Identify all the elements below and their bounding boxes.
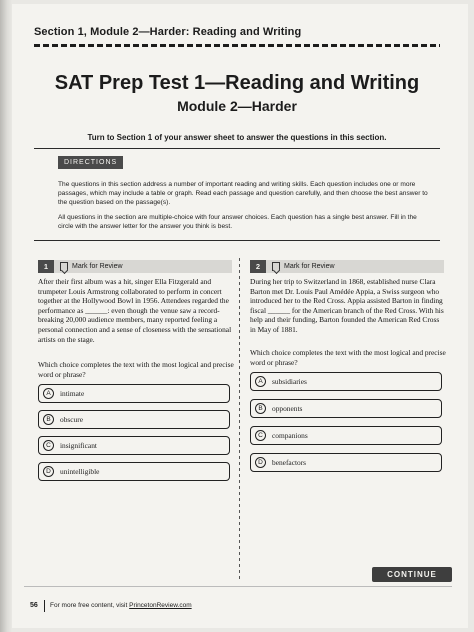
choice-text: insignificant — [60, 441, 97, 450]
choice-letter: B — [43, 414, 54, 425]
choice-text: unintelligible — [60, 467, 100, 476]
question-1-prompt: Which choice completes the text with the most logical and precise word or phrase? — [38, 360, 234, 379]
question-1-header — [38, 260, 232, 273]
footer-label: For more free content, visit — [50, 602, 130, 609]
choice-letter: B — [255, 403, 266, 414]
question-number: 2 — [250, 260, 266, 273]
question-2-choice-c[interactable] — [250, 426, 442, 445]
page-subtitle: Module 2—Harder — [177, 98, 297, 114]
continue-button[interactable]: CONTINUE — [372, 567, 452, 582]
divider-bottom — [34, 240, 440, 241]
footer-text — [50, 602, 192, 609]
bookmark-icon[interactable] — [272, 262, 280, 271]
footer-separator — [44, 600, 45, 612]
choice-text: obscure — [60, 415, 83, 424]
mark-for-review[interactable]: Mark for Review — [72, 263, 123, 270]
mark-for-review[interactable]: Mark for Review — [284, 263, 335, 270]
question-2-choice-d[interactable] — [250, 453, 442, 472]
choice-letter: C — [255, 430, 266, 441]
question-2-passage: During her trip to Switzerland in 1868, established nurse Clara Barton met Dr. Louis Paul Amédée Appia, a Swiss surgeon who introduced her to the Red Cross. Appia assisted Barton in finding fiscal ______ for the American branch of the Red Cross. With his help and their funding, Barton founded the American Red Cross in May of 1881. — [250, 277, 444, 334]
directions-label: DIRECTIONS — [58, 156, 123, 169]
choice-letter: D — [255, 457, 266, 468]
question-1-passage: After their first album was a hit, singer Ella Fitzgerald and trumpeter Louis Armstrong collaborated to perform in concert together at the Hollywood Bowl in 1956. Attendees regarded the performance as ______: even though the venue saw a record-breaking 20,000 audience members, many reported feeling a personal connection and a sense of closeness with the sensational artists on the stage. — [38, 277, 232, 344]
directions-paragraph-2: All questions in the section are multiple-choice with four answer choices. Each question has a single best answer. Fill in the circle with the answer letter for the answer you think is best. — [58, 214, 417, 230]
question-1-choice-d[interactable] — [38, 462, 230, 481]
choice-text: companions — [272, 431, 308, 440]
footer-link[interactable]: PrincetonReview.com — [129, 602, 192, 609]
choice-text: subsidiaries — [272, 377, 307, 386]
question-2-header — [250, 260, 444, 273]
choice-letter: A — [43, 388, 54, 399]
footer-rule — [24, 586, 452, 587]
page-title: SAT Prep Test 1—Reading and Writing — [54, 72, 420, 94]
divider-top — [34, 148, 440, 149]
bookmark-icon[interactable] — [60, 262, 68, 271]
instruction-text: Turn to Section 1 of your answer sheet to answer the questions in this section. — [87, 133, 387, 142]
question-2-choice-a[interactable] — [250, 372, 442, 391]
question-2-prompt: Which choice completes the text with the most logical and precise word or phrase? — [250, 348, 446, 367]
choice-text: benefactors — [272, 458, 307, 467]
column-divider — [239, 258, 240, 580]
dashed-rule — [34, 44, 440, 47]
choice-text: intimate — [60, 389, 85, 398]
question-number: 1 — [38, 260, 54, 273]
choice-text: opponents — [272, 404, 303, 413]
question-2-choice-b[interactable] — [250, 399, 442, 418]
question-1-choice-b[interactable] — [38, 410, 230, 429]
choice-letter: A — [255, 376, 266, 387]
question-1-choice-c[interactable] — [38, 436, 230, 455]
section-header: Section 1, Module 2—Harder: Reading and Writing — [34, 26, 302, 38]
page-number: 56 — [30, 602, 38, 609]
directions-paragraph-1: The questions in this section address a number of important reading and writing skills. Each question includes one or more passages, which may include a table or graph. Read each passage and question carefully, and then choose the best answer to the question based on the passage(s). — [58, 181, 428, 206]
choice-letter: C — [43, 440, 54, 451]
choice-letter: D — [43, 466, 54, 477]
question-1-choice-a[interactable] — [38, 384, 230, 403]
